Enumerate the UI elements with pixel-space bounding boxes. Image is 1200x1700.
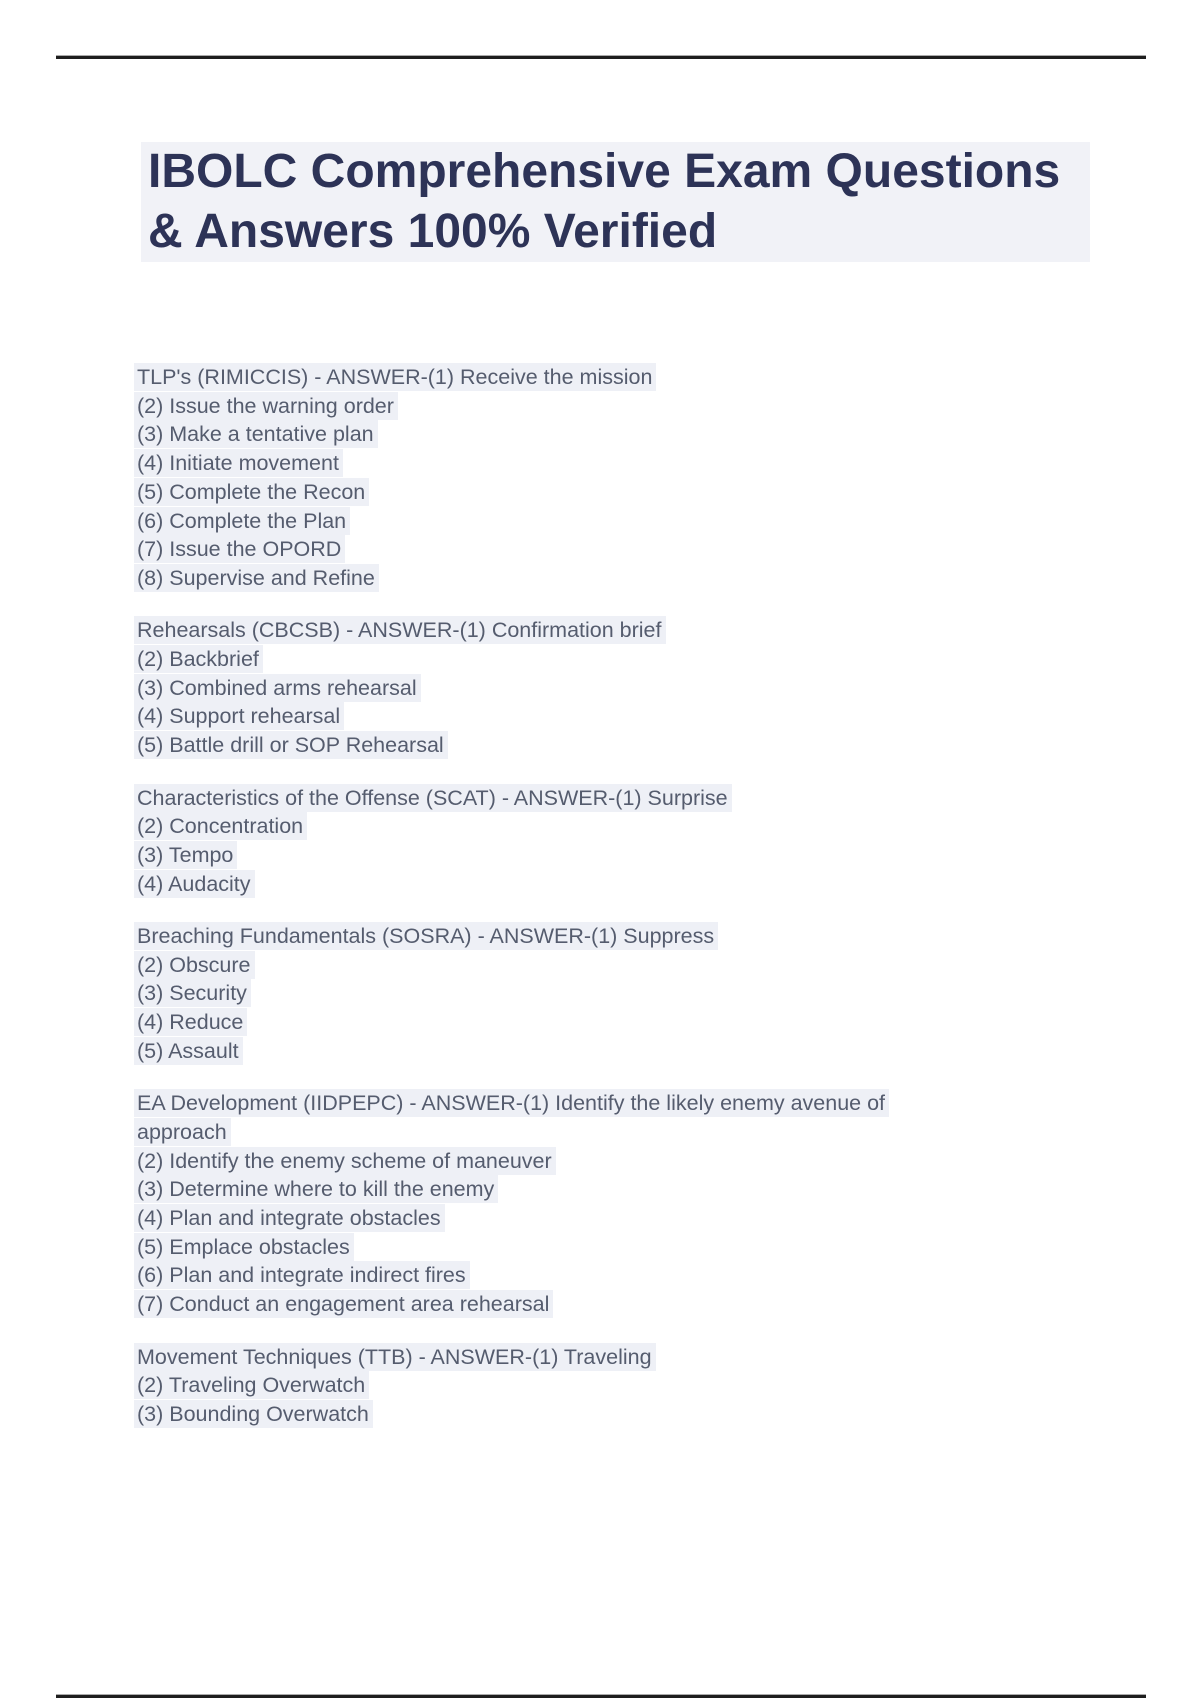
- qa-line: [137, 951, 1117, 980]
- qa-line: [137, 645, 1117, 674]
- bottom-rule: [56, 1695, 1146, 1698]
- qa-line-text: (2) Traveling Overwatch: [134, 1371, 369, 1399]
- qa-line-text: EA Development (IIDPEPC) - ANSWER-(1) Identify the likely enemy avenue of: [134, 1089, 889, 1117]
- qa-line: [137, 674, 1117, 703]
- qa-line: [137, 420, 1117, 449]
- qa-line: [137, 1008, 1117, 1037]
- qa-line: [137, 979, 1117, 1008]
- qa-line: [137, 535, 1117, 564]
- qa-block: [137, 784, 1117, 899]
- qa-content: [137, 363, 1117, 1452]
- qa-line: [137, 1118, 1117, 1147]
- qa-line-text: (4) Initiate movement: [134, 449, 343, 477]
- qa-line-text: (4) Plan and integrate obstacles: [134, 1204, 445, 1232]
- qa-line: [137, 812, 1117, 841]
- qa-line-text: (8) Supervise and Refine: [134, 564, 379, 592]
- qa-line-text: (4) Support rehearsal: [134, 702, 344, 730]
- qa-line-text: Characteristics of the Offense (SCAT) - ANSWER-(1) Surprise: [134, 784, 732, 812]
- qa-line-text: (3) Make a tentative plan: [134, 420, 378, 448]
- qa-line-text: Rehearsals (CBCSB) - ANSWER-(1) Confirmation brief: [134, 616, 666, 644]
- qa-line-text: (5) Emplace obstacles: [134, 1233, 354, 1261]
- qa-line-text: (6) Complete the Plan: [134, 507, 350, 535]
- qa-line-text: TLP's (RIMICCIS) - ANSWER-(1) Receive the mission: [134, 363, 656, 391]
- qa-line: [137, 1400, 1117, 1429]
- qa-block: [137, 922, 1117, 1066]
- qa-line: [137, 784, 1117, 813]
- document-title: [141, 142, 1090, 262]
- qa-line-text: (2) Issue the warning order: [134, 392, 398, 420]
- qa-line: [137, 870, 1117, 899]
- qa-line: [137, 564, 1117, 593]
- qa-line-text: approach: [134, 1118, 231, 1146]
- qa-line: [137, 841, 1117, 870]
- qa-line: [137, 1175, 1117, 1204]
- qa-line-text: (5) Battle drill or SOP Rehearsal: [134, 731, 448, 759]
- qa-line-text: (3) Security: [134, 979, 251, 1007]
- qa-line: [137, 702, 1117, 731]
- qa-line-text: Movement Techniques (TTB) - ANSWER-(1) Traveling: [134, 1343, 656, 1371]
- qa-line: [137, 1261, 1117, 1290]
- qa-line-text: (3) Combined arms rehearsal: [134, 674, 421, 702]
- qa-line-text: (7) Conduct an engagement area rehearsal: [134, 1290, 553, 1318]
- title-line-2: & Answers 100% Verified: [148, 205, 718, 258]
- qa-line: [137, 1204, 1117, 1233]
- qa-line: [137, 363, 1117, 392]
- qa-block: [137, 1343, 1117, 1429]
- qa-block: [137, 616, 1117, 760]
- qa-line: [137, 1290, 1117, 1319]
- qa-block: [137, 1089, 1117, 1319]
- qa-line-text: (4) Reduce: [134, 1008, 247, 1036]
- qa-line-text: (7) Issue the OPORD: [134, 535, 345, 563]
- qa-line: [137, 1089, 1117, 1118]
- qa-line-text: (2) Backbrief: [134, 645, 263, 673]
- qa-line-text: (3) Tempo: [134, 841, 237, 869]
- qa-line: [137, 1037, 1117, 1066]
- qa-line: [137, 449, 1117, 478]
- qa-block: [137, 363, 1117, 593]
- qa-line: [137, 1343, 1117, 1372]
- qa-line: [137, 922, 1117, 951]
- qa-line: [137, 507, 1117, 536]
- qa-line-text: (2) Concentration: [134, 812, 307, 840]
- qa-line: [137, 1147, 1117, 1176]
- qa-line-text: (2) Obscure: [134, 951, 255, 979]
- qa-line: [137, 392, 1117, 421]
- qa-line-text: (6) Plan and integrate indirect fires: [134, 1261, 470, 1289]
- qa-line: [137, 1233, 1117, 1262]
- top-rule: [56, 56, 1146, 59]
- qa-line: [137, 1371, 1117, 1400]
- qa-line-text: (3) Bounding Overwatch: [134, 1400, 373, 1428]
- qa-line-text: Breaching Fundamentals (SOSRA) - ANSWER-(1) Suppress: [134, 922, 718, 950]
- qa-line-text: (3) Determine where to kill the enemy: [134, 1175, 498, 1203]
- title-line-1: IBOLC Comprehensive Exam Questions: [148, 145, 1061, 198]
- qa-line: [137, 731, 1117, 760]
- qa-line-text: (4) Audacity: [134, 870, 255, 898]
- qa-line-text: (5) Complete the Recon: [134, 478, 369, 506]
- qa-line-text: (2) Identify the enemy scheme of maneuver: [134, 1147, 556, 1175]
- qa-line-text: (5) Assault: [134, 1037, 243, 1065]
- qa-line: [137, 478, 1117, 507]
- qa-line: [137, 616, 1117, 645]
